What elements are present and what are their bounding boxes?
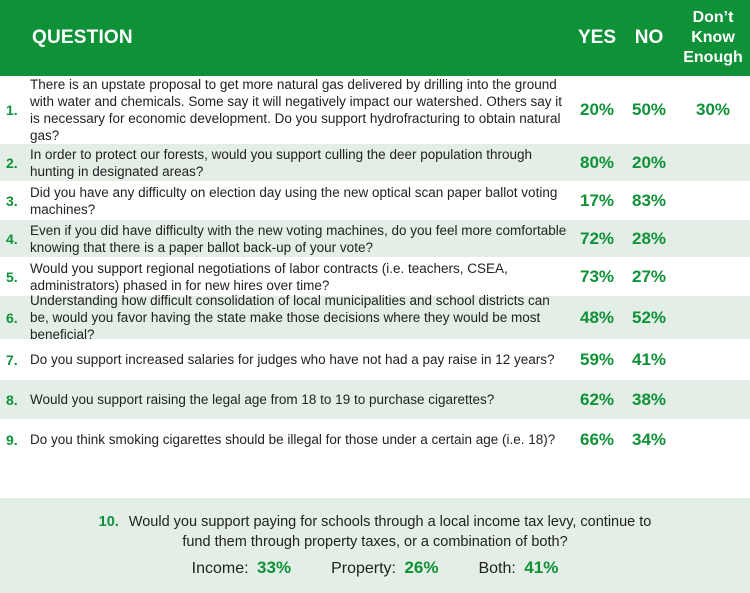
question-text: Do you think smoking cigarettes should be illegal for those under a certain age (i.e. 18)? xyxy=(30,432,556,447)
no-value: 20% xyxy=(631,152,667,172)
property-value: 26% xyxy=(404,558,439,577)
question-text: Do you support increased salaries for judges who have not had a pay raise in 12 years? xyxy=(30,352,555,367)
no-value: 28% xyxy=(631,228,667,248)
question-text: Did you have any difficulty on election day using the new optical scan paper ballot voting machines? xyxy=(30,184,558,217)
yes-value: 73% xyxy=(579,266,615,286)
table-header xyxy=(0,0,750,76)
yes-value: 66% xyxy=(579,429,615,449)
yes-value: 59% xyxy=(579,349,615,369)
question-number: 2. xyxy=(6,154,18,171)
question-text: In order to protect our forests, would you support culling the deer population through hunting in designated areas? xyxy=(30,146,533,179)
both-label: Both: xyxy=(478,560,516,577)
answer-income xyxy=(192,558,291,578)
question-row-8 xyxy=(0,380,750,420)
question-row-7 xyxy=(0,340,750,380)
yes-value: 20% xyxy=(579,99,615,119)
no-value: 27% xyxy=(631,266,667,286)
header-dont-know-line-3: Enough xyxy=(683,49,743,66)
question-row-4 xyxy=(0,220,750,258)
question-row-3 xyxy=(0,182,750,220)
question-text: There is an upstate proposal to get more natural gas delivered by drilling into the ground with water and chemicals. Some say it will negatively impact our watershed. Others say it is necessary for economic development. Do you support hydrofracturing to obtain natural gas? xyxy=(30,76,562,143)
header-yes: YES xyxy=(577,27,617,48)
yes-value: 62% xyxy=(579,389,615,409)
no-value: 41% xyxy=(631,349,667,369)
header-dont-know-line-2: Know xyxy=(691,29,735,46)
question-text: Understanding how difficult consolidation of local municipalities and school districts can be, would you favor having the state make those decisions where they would be most beneficial? xyxy=(30,293,550,342)
yes-value: 80% xyxy=(579,152,615,172)
both-value: 41% xyxy=(524,558,559,577)
question-text: Would you support raising the legal age from 18 to 19 to purchase cigarettes? xyxy=(30,392,495,407)
question-number: 6. xyxy=(6,309,18,326)
question-number: 1. xyxy=(6,101,18,118)
question-number: 3. xyxy=(6,192,18,209)
yes-value: 48% xyxy=(579,307,615,327)
question-number: 4. xyxy=(6,230,18,247)
question-10-panel xyxy=(0,498,750,593)
no-value: 38% xyxy=(631,389,667,409)
no-value: 34% xyxy=(631,429,667,449)
property-label: Property: xyxy=(331,560,396,577)
question-row-9 xyxy=(0,420,750,460)
answer-property xyxy=(331,558,438,578)
header-no: NO xyxy=(634,27,664,48)
question-10-text-2: fund them through property taxes, or a combination of both? xyxy=(182,534,568,550)
question-text: Would you support regional negotiations of labor contracts (i.e. teachers, CSEA, administrators) phased in for new hires over time? xyxy=(30,260,508,293)
question-row-6 xyxy=(0,293,750,342)
question-10-line-1 xyxy=(0,512,750,532)
no-value: 52% xyxy=(631,307,667,327)
answer-both xyxy=(478,558,558,578)
question-text: Even if you did have difficulty with the new voting machines, do you feel more comfortable knowing that there is a paper ballot back-up of your vote? xyxy=(30,222,567,255)
question-number: 7. xyxy=(6,351,18,368)
yes-value: 72% xyxy=(579,228,615,248)
question-number: 8. xyxy=(6,391,18,408)
question-10-answers xyxy=(0,558,750,578)
dont-know-value: 30% xyxy=(695,99,731,119)
header-dont-know-line-1: Don’t xyxy=(692,9,734,26)
question-10-text-1: Would you support paying for schools through a local income tax levy, continue to xyxy=(128,514,652,530)
yes-value: 17% xyxy=(579,190,615,210)
question-10-number: 10. xyxy=(98,514,119,530)
question-number: 9. xyxy=(6,431,18,448)
header-question: QUESTION xyxy=(32,27,133,48)
no-value: 50% xyxy=(631,99,667,119)
question-row-5 xyxy=(0,258,750,296)
income-value: 33% xyxy=(257,558,292,577)
no-value: 83% xyxy=(631,190,667,210)
question-row-2 xyxy=(0,144,750,182)
question-number: 5. xyxy=(6,268,18,285)
question-row-1 xyxy=(0,76,750,144)
income-label: Income: xyxy=(191,560,249,577)
header-dont-know-enough xyxy=(676,8,750,68)
